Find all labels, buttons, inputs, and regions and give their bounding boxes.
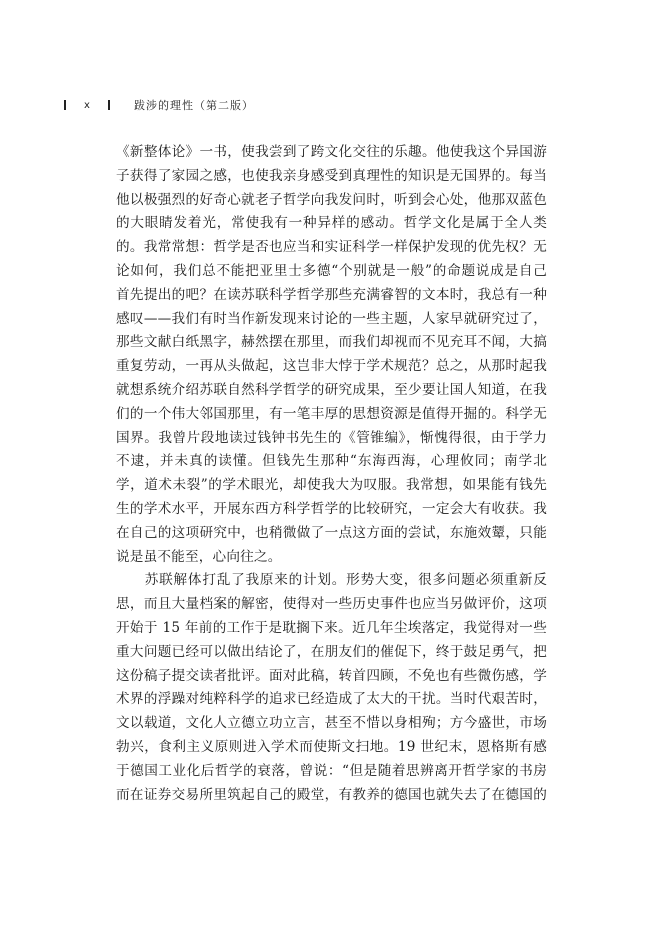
running-header [64,96,254,114]
text-line: 子获得了家园之感，也使我亲身感受到真理性的知识是无国界的。每当 [116,167,547,184]
body-text [116,141,547,807]
text-line: 就想系统介绍苏联自然科学哲学的研究成果，至少要让国人知道，在我 [116,381,547,398]
text-line: 于德国工业化后哲学的衰落，曾说：“但是随着思辨离开哲学家的书房 [116,762,547,779]
text-line: 学，道术未裂”的学术眼光，却使我大为叹服。我常想，如果能有钱先 [116,477,547,494]
text-line: 《新整体论》一书，使我尝到了跨文化交往的乐趣。他使我这个异国游 [116,144,547,160]
text-line: 们的一个伟大邻国那里，有一笔丰厚的思想资源是值得开掘的。科学无 [116,405,547,422]
text-line: 勃兴，食利主义原则进入学术而使斯文扫地。19 世纪末，恩格斯有感 [116,738,547,755]
text-line: 那些文献白纸黑字，赫然摆在那里，而我们却视而不见充耳不闻，大搞 [116,334,547,351]
text-line: 重复劳动，一再从头做起，这岂非大悖于学术规范？总之，从那时起我 [116,358,547,375]
text-line: 思，而且大量档案的解密，使得对一些历史事件也应当另做评价，这项 [116,596,547,613]
text-line: 开始于 15 年前的工作于是耽搁下来。近几年尘埃落定，我觉得对一些 [116,619,547,636]
text-line: 他以极强烈的好奇心就老子哲学向我发问时，听到会心处，他那双蓝色 [116,191,547,208]
text-line: 说是虽不能至，心向往之。 [116,548,282,565]
text-line: 不逮，并未真的读懂。但钱先生那种“东海西海，心理攸同；南学北 [116,453,547,470]
text-line: 国界。我曾片段地读过钱钟书先生的《管锥编》，惭愧得很，由于学力 [116,429,547,446]
text-line: 论如何，我们总不能把亚里士多德“个别就是一般”的命题说成是自己 [116,262,547,279]
text-line: 的大眼睛发着光，常使我有一种异样的感动。哲学文化是属于全人类 [116,215,547,232]
text-line: 文以载道，文化人立德立功立言，甚至不惜以身相殉；方今盛世，市场 [116,715,547,732]
text-line: 在自己的这项研究中，也稍微做了一点这方面的尝试，东施效颦，只能 [116,524,547,541]
text-line: 生的学术水平，开展东西方科学哲学的比较研究，一定会大有收获。我 [116,500,547,517]
header-right-rule [108,100,110,110]
text-line: 的。我常常想：哲学是否也应当和实证科学一样保护发现的优先权？无 [116,239,547,256]
text-line: 感叹——我们有时当作新发现来讨论的一些主题，人家早就研究过了， [116,310,547,327]
text-line: 术界的浮躁对纯粹科学的追求已经造成了太大的干扰。当时代艰苦时， [116,691,547,708]
text-line: 而在证券交易所里筑起自己的殿堂，有教养的德国也就失去了在德国的 [116,786,547,803]
text-line: 重大问题已经可以做出结论了，在朋友们的催促下，终于鼓足勇气，把 [116,643,547,660]
text-line: 首先提出的吧？在读苏联科学哲学那些充满睿智的文本时，我总有一种 [116,286,547,303]
page-number: x [84,99,90,111]
running-title: 跋涉的理性（第二版） [134,99,254,112]
text-line: 苏联解体打乱了我原来的计划。形势大变，很多问题必须重新反 [116,572,547,589]
text-line: 这份稿子提交读者批评。面对此稿，转首四顾，不免也有些微伤感，学 [116,667,547,684]
